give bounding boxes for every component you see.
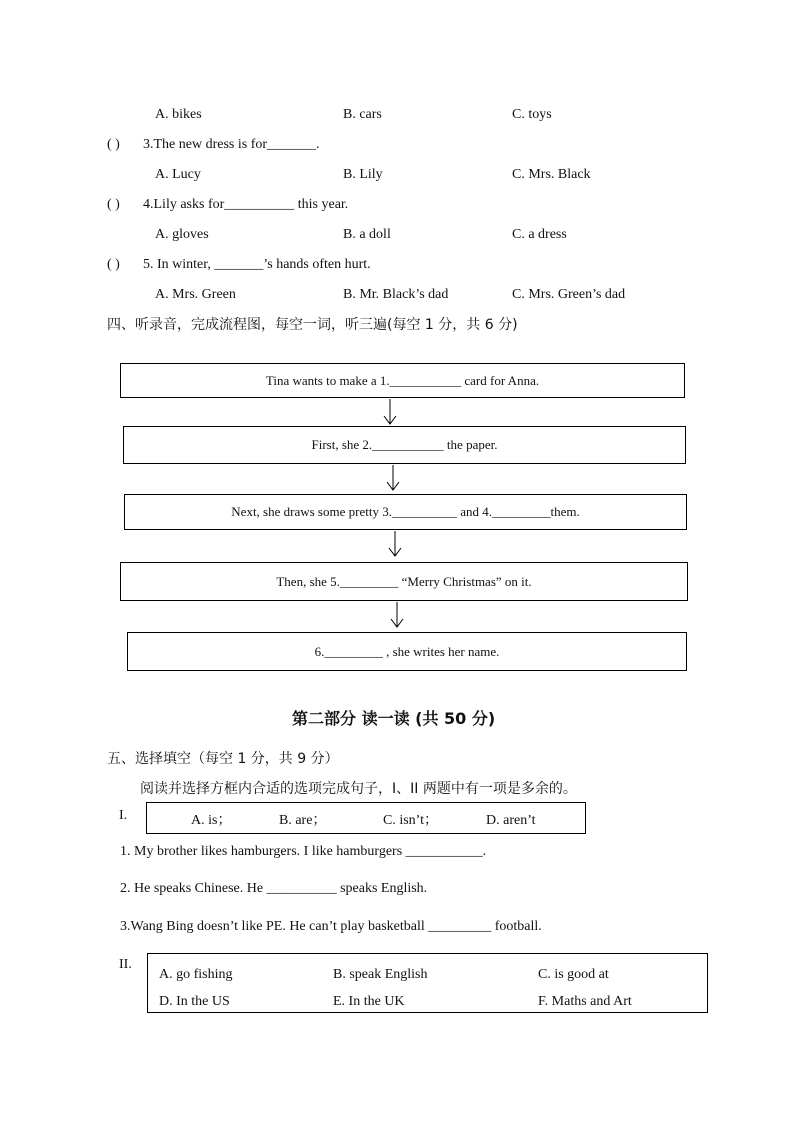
section5-instruction: 阅读并选择方框内合适的选项完成句子，I、II 两题中有一项是多余的。 [140, 781, 577, 797]
group1-question-3: 3.Wang Bing doesn’t like PE. He can’t play basketball _________ football. [120, 919, 542, 934]
group2-option-d: D. In the US [159, 994, 230, 1009]
group1-question-1: 1. My brother likes hamburgers. I like hamburgers ___________. [120, 844, 487, 859]
q4-answer-paren[interactable]: ( ) [107, 197, 120, 212]
group1-option-a: A. is； [191, 813, 232, 828]
q4-question: 4.Lily asks for__________ this year. [143, 197, 349, 212]
q2-option-b: B. cars [343, 107, 382, 122]
flow-step-5-text: 6._________ , she writes her name. [314, 643, 500, 659]
flow-step-1 [120, 363, 685, 398]
group1-option-c: C. isn’t； [383, 813, 438, 828]
flow-step-3-text: Next, she draws some pretty 3.__________ and 4._________them. [231, 504, 580, 519]
q4-option-b: B. a doll [343, 227, 391, 242]
group1-option-b: B. are； [279, 813, 327, 828]
group2-option-b: B. speak English [333, 967, 428, 982]
flow-arrow-4 [390, 602, 404, 628]
flow-step-2-text: First, she 2.___________ the paper. [311, 437, 498, 452]
group1-option-box [146, 802, 586, 834]
flow-step-5 [127, 632, 687, 671]
q4-option-a: A. gloves [155, 227, 209, 242]
q2-option-c: C. toys [512, 107, 552, 122]
group2-option-box [147, 953, 708, 1013]
flow-step-1-text: Tina wants to make a 1.___________ card for Anna. [265, 372, 540, 388]
part2-heading: 第二部分 读一读 (共 50 分) [292, 709, 496, 728]
flow-step-3 [124, 494, 687, 530]
group1-option-d: D. aren’t [486, 813, 536, 828]
flow-step-2 [123, 426, 686, 464]
q5-option-b: B. Mr. Black’s dad [343, 287, 449, 302]
group2-label: II. [119, 957, 132, 972]
section4-heading: 四、听录音，完成流程图，每空一词，听三遍(每空 1 分，共 6 分) [107, 317, 518, 333]
q3-question: 3.The new dress is for_______. [143, 137, 320, 152]
q2-option-a: A. bikes [155, 107, 202, 122]
flow-step-4-text: Then, she 5._________ “Merry Christmas” on it. [276, 573, 532, 589]
flow-step-4 [120, 562, 688, 601]
group1-question-2: 2. He speaks Chinese. He __________ speaks English. [120, 881, 428, 896]
q5-answer-paren[interactable]: ( ) [107, 257, 120, 272]
flow-arrow-2 [386, 465, 400, 491]
section5-heading: 五、选择填空（每空 1 分，共 9 分） [107, 751, 339, 767]
q3-option-b: B. Lily [343, 167, 383, 182]
group1-label: I. [119, 808, 128, 823]
group2-option-c: C. is good at [538, 967, 609, 982]
flow-arrow-3 [388, 531, 402, 557]
q3-option-a: A. Lucy [155, 167, 201, 182]
q3-option-c: C. Mrs. Black [512, 167, 591, 182]
q5-option-c: C. Mrs. Green’s dad [512, 287, 626, 302]
q3-answer-paren[interactable]: ( ) [107, 137, 120, 152]
group2-option-e: E. In the UK [333, 994, 405, 1009]
q5-option-a: A. Mrs. Green [155, 287, 236, 302]
q5-question: 5. In winter, _______’s hands often hurt. [143, 257, 371, 272]
q4-option-c: C. a dress [512, 227, 567, 242]
flow-arrow-1 [383, 399, 397, 425]
group2-option-a: A. go fishing [159, 967, 233, 982]
group2-option-f: F. Maths and Art [538, 994, 632, 1009]
